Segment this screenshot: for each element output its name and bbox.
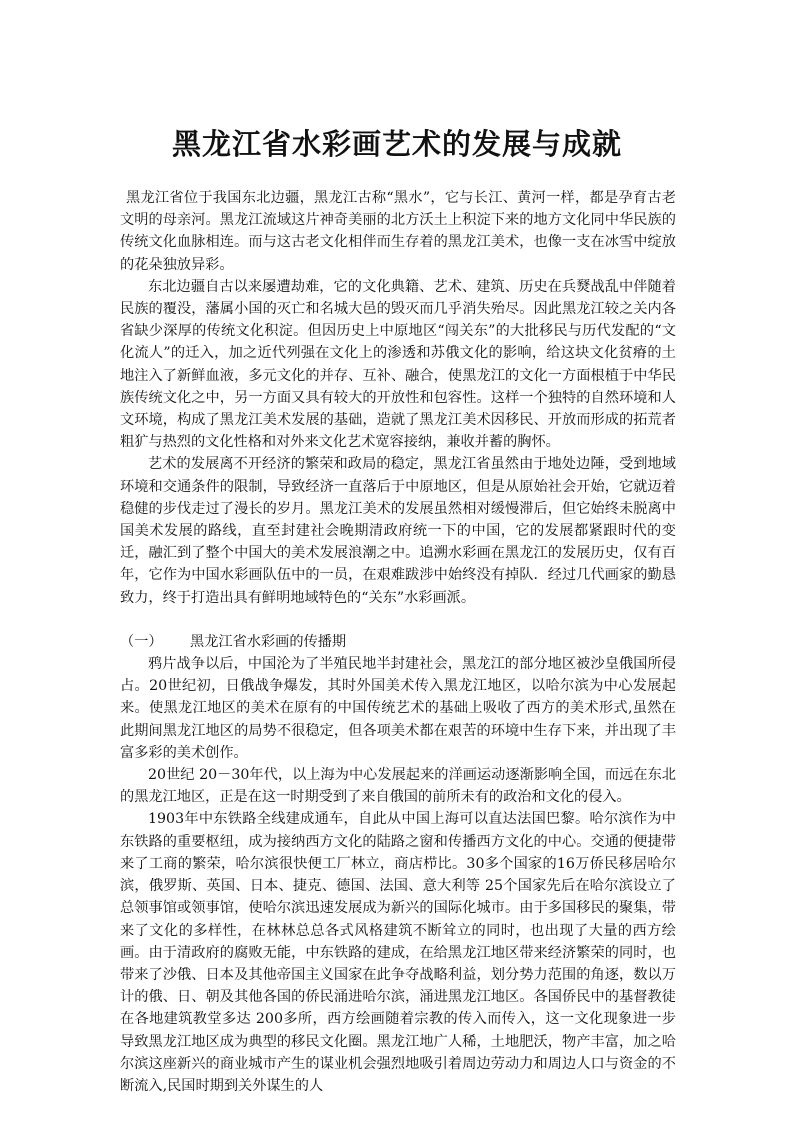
paragraph-section-2: 20世纪 20－30年代，以上海为中心发展起来的洋画运动逐渐影响全国，而远在东北的黑龙江地区，正是在这一时期受到了来自俄国的前所未有的政治和文化的侵入。 <box>120 767 676 806</box>
section-title: 黑龙江省水彩画的传播期 <box>190 633 347 650</box>
section-heading <box>120 631 676 653</box>
document-title: 黑龙江省水彩画艺术的发展与成就 <box>171 127 622 161</box>
paragraph-development: 艺术的发展离不开经济的繁荣和政局的稳定，黑龙江省虽然由于地处边陲，受到地域环境和交通条件的限制，导致经济一直落后于中原地区，但是从原始社会开始，它就迈着稳健的步伐走过了漫长的岁月。黑龙江美术的发展虽然相对缓慢滞后，但它始终未脱离中国美术发展的路线，直至封建社会晚期清政府统一下的中国，它的发展都紧跟时代的变迁，融汇到了整个中国大的美术发展浪潮之中。追溯水彩画在黑龙江的发展历史，仅有百年，它作为中国水彩画队伍中的一员，在艰难跋涉中始终没有掉队．经过几代画家的勤恳致力，终于打造出具有鲜明地域特色的“关东”水彩画派。 <box>120 456 676 606</box>
paragraph-section-3: 1903年中东铁路全线建成通车，自此从中国上海可以直达法国巴黎。哈尔滨作为中东铁路的重要枢纽，成为接纳西方文化的陆路之窗和传播西方文化的中心。交通的便捷带来了工商的繁荣，哈尔滨很快便工厂林立，商店栉比。30多个国家的16万侨民移居哈尔滨，俄罗斯、英国、日本、捷克、德国、法国、意大利等 25个国家先后在哈尔滨设立了总领事馆或领事馆，使哈尔滨迅速发展成为新兴的国际化城市。由于多国移民的聚集，带来了文化的多样性，在林林总总各式风格建筑不断耸立的同时，也出现了大量的西方绘画。由于清政府的腐败无能，中东铁路的建成，在给黑龙江地区带来经济繁荣的同时，也带来了沙俄、日本及其他帝国主义国家在此争夺战略利益，划分势力范围的角逐，数以万计的俄、日、朝及其他各国的侨民涌进哈尔滨，涌进黑龙江地区。各国侨民中的基督教徒在各地建筑教堂多达 200多所，西方绘画随着宗教的传入而传入，这一文化现象进一步导致黑龙江地区成为典型的移民文化圈。黑龙江地广人稀，土地肥沃，物产丰富，加之哈尔滨这座新兴的商业城市产生的谋业机会强烈地吸引着周边劳动力和周边人口与资金的不断流入,民国时期到关外谋生的人 <box>120 811 676 1094</box>
paragraph-section-1: 鸦片战争以后，中国沦为了半殖民地半封建社会，黑龙江的部分地区被沙皇俄国所侵占。20世纪初，日俄战争爆发，其时外国美术传入黑龙江地区，以哈尔滨为中心发展起来。使黑龙江地区的美术在原有的中国传统艺术的基础上吸收了西方的美术形式,虽然在此期间黑龙江地区的局势不很稳定，但各项美术都在艰苦的环境中生存下来，并出现了丰富多彩的美术创作。 <box>120 656 676 761</box>
document-body <box>120 187 676 1097</box>
paragraph-intro: 黑龙江省位于我国东北边疆，黑龙江古称“黑水”，它与长江、黄河一样，都是孕育古老文明的母亲河。黑龙江流域这片神奇美丽的北方沃土上积淀下来的地方文化同中华民族的传统文化血脉相连。而与这古老文化相伴而生存着的黑龙江美术，也像一支在冰雪中绽放的花朵独放异彩。 <box>120 190 676 273</box>
section-number: （一） <box>120 633 163 650</box>
paragraph-history: 东北边疆自古以来屡遭劫难，它的文化典籍、艺术、建筑、历史在兵燹战乱中伴随着民族的覆没，藩属小国的灭亡和名城大邑的毁灭而几乎消失殆尽。因此黑龙江较之关内各省缺少深厚的传统文化积淀。但因历史上中原地区“闯关东”的大批移民与历代发配的“文化流人”的迁入，加之近代列强在文化上的渗透和苏俄文化的影响，给这块文化贫瘠的土地注入了新鲜血液，多元文化的并存、互补、融合，使黑龙江的文化一方面根植于中华民族传统文化之中，另一方面又具有较大的开放性和包容性。这样一个独特的自然环境和人文环境，构成了黑龙江美术发展的基础，造就了黑龙江美术因移民、开放而形成的拓荒者粗犷与热烈的文化性格和对外来文化艺术宽容接纳，兼收并蓄的胸怀。 <box>120 278 676 451</box>
